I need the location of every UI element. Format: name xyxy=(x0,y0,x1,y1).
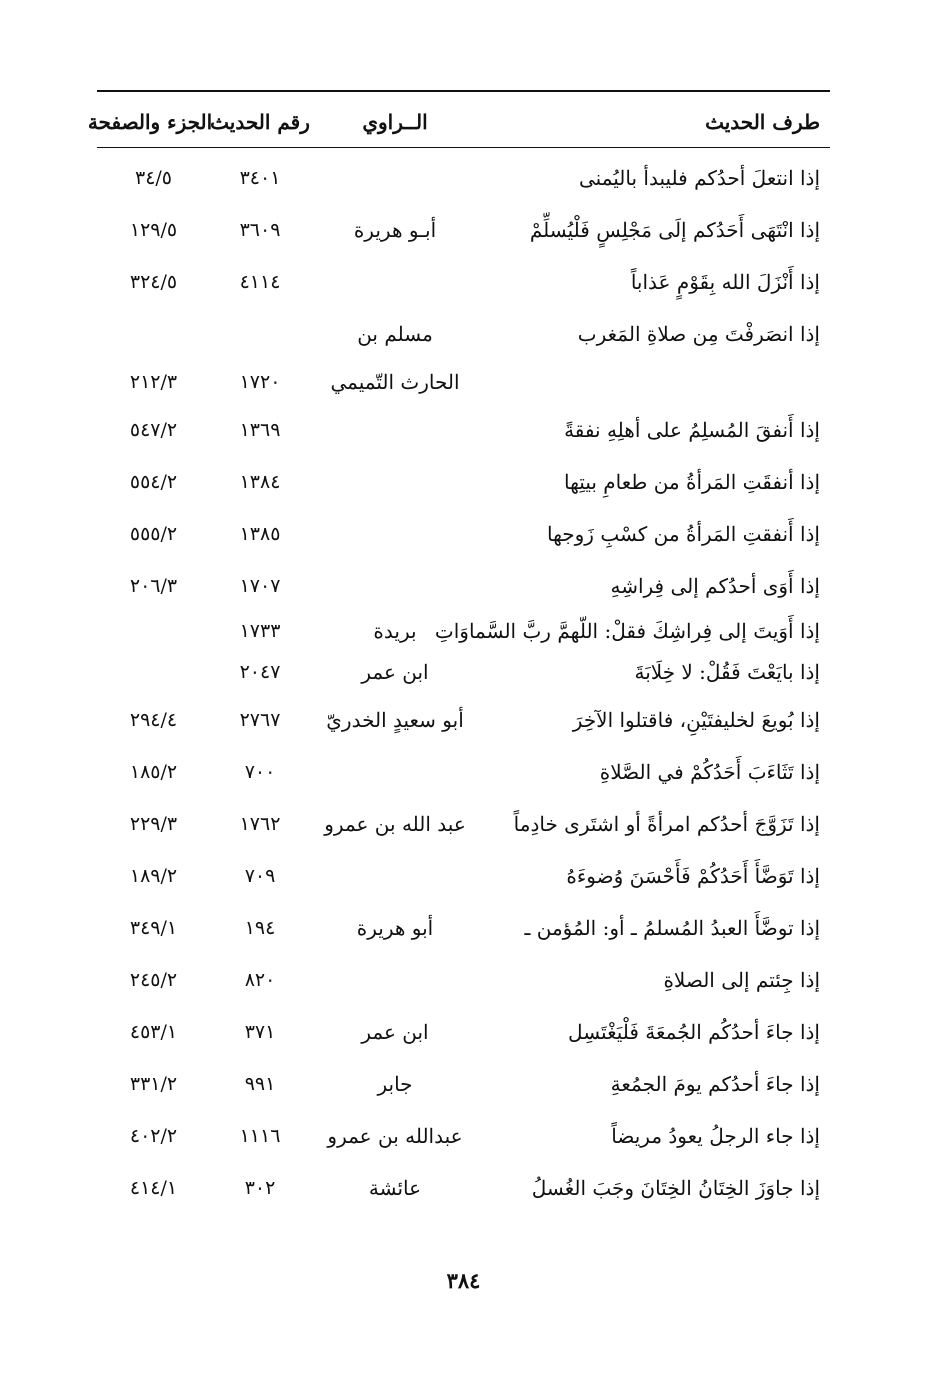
hadith-rawi: مسلم بن xyxy=(357,322,433,346)
hadith-number: ٣٤٠١ xyxy=(239,167,281,189)
hadith-number: ١٧٢٠ xyxy=(239,371,281,393)
hadith-volume-page: ١٢٩/٥ xyxy=(129,219,178,241)
hadith-number: ٢٠٤٧ xyxy=(239,661,281,683)
hadith-rawi: الحارث التّميمي xyxy=(330,370,460,394)
hadith-rawi: عبد الله بن عمرو xyxy=(324,812,466,836)
hadith-tarf: إذا جاوَزَ الخِتَانُ الخِتَانَ وجَبَ الغُسلُ xyxy=(531,1176,820,1200)
table-row xyxy=(97,360,830,404)
hadith-number xyxy=(210,308,310,360)
hadith-tarf: إذا أَنفقَ المُسلِمُ على أهلِهِ نفقةً xyxy=(564,418,820,442)
hadith-volume-page: ٣٤٩/١ xyxy=(129,917,178,939)
hadith-number: ٧٠٠ xyxy=(244,761,276,783)
top-rule xyxy=(97,90,830,92)
hadith-tarf xyxy=(420,360,820,404)
hadith-volume-page: ٥٥٥/٢ xyxy=(129,523,178,545)
table-row xyxy=(97,954,830,1006)
header-tarf: طرف الحديث xyxy=(705,110,820,134)
hadith-volume-page xyxy=(97,308,210,360)
hadith-rawi xyxy=(310,850,480,902)
hadith-tarf: إذا أَوَيتَ إلى فِراشِكَ فقلْ: اللّهمَّ ربَّ السَّماوَاتِ xyxy=(434,619,820,643)
hadith-volume-page: ٥٥٤/٢ xyxy=(129,471,178,493)
hadith-tarf: إذا تَوَضَّأَ أَحَدُكُمْ فَأَحْسَنَ وُضوءَهُ xyxy=(566,864,820,888)
hadith-tarf: إذا جاء الرجلُ يعودُ مريضاً xyxy=(611,1124,820,1148)
hadith-number: ١٣٨٤ xyxy=(239,471,281,493)
hadith-tarf: إذا أَنفقتِ المَرأةُ من كسْبِ زَوجها xyxy=(546,522,820,546)
hadith-volume-page: ٢٤٥/٢ xyxy=(129,969,178,991)
hadith-tarf: إذا جاءَ أحدُكُم الجُمعَةَ فَلْيَغْتَسِل xyxy=(568,1020,820,1044)
table-row xyxy=(97,1110,830,1162)
hadith-number: ١٧٣٣ xyxy=(239,620,281,642)
hadith-tarf: إذا أَوَى أحدُكم إلى فِراشِهِ xyxy=(610,574,820,598)
hadith-volume-page: ٤١٤/١ xyxy=(129,1177,178,1199)
hadith-rawi xyxy=(310,404,480,456)
hadith-rawi xyxy=(310,256,480,308)
hadith-tarf: إذا انصَرفْتَ مِن صلاةِ المَغرب xyxy=(577,322,820,346)
hadith-rawi: جابر xyxy=(377,1072,413,1096)
table-row xyxy=(97,694,830,746)
hadith-volume-page xyxy=(97,650,210,694)
table-row xyxy=(97,152,830,204)
hadith-tarf: إذا جاءَ أحدُكم يومَ الجمُعةِ xyxy=(610,1072,820,1096)
hadith-volume-page: ٤٥٣/١ xyxy=(129,1021,178,1043)
hadith-volume-page: ٢٩٤/٤ xyxy=(129,709,178,731)
table-row xyxy=(97,1162,830,1214)
hadith-number: ١٣٦٩ xyxy=(239,419,281,441)
header-hadith-number: رقم الحديث xyxy=(210,110,310,134)
table-row xyxy=(97,560,830,612)
hadith-tarf: إذا انْتَهَى أَحَدُكم إلَى مَجْلِسٍ فَلْيُسلِّمْ xyxy=(529,218,820,242)
table-row xyxy=(97,256,830,308)
hadith-number: ٣٦٠٩ xyxy=(239,219,281,241)
hadith-volume-page: ٣٣١/٢ xyxy=(129,1073,178,1095)
table-row xyxy=(97,612,830,650)
hadith-number: ٣٠٢ xyxy=(244,1177,276,1199)
hadith-volume-page: ٣٤/٥ xyxy=(134,167,173,189)
hadith-rawi xyxy=(310,508,480,560)
header-volume-page: الجزء والصفحة xyxy=(87,110,213,134)
hadith-number: ١٣٨٥ xyxy=(239,523,281,545)
hadith-rawi: ابن عمر xyxy=(361,1020,429,1044)
hadith-tarf: إذا أَنْزَلَ الله بِقَوْمٍ عَذاباً xyxy=(630,270,820,294)
hadith-tarf: إذا جِئتم إلى الصلاةِ xyxy=(663,968,820,992)
hadith-volume-page: ١٨٩/٢ xyxy=(129,865,178,887)
hadith-rawi: أبو هريرة xyxy=(356,916,434,940)
hadith-rawi: أبو سعيدٍ الخدريّ xyxy=(326,708,464,732)
hadith-volume-page: ٢٠٦/٣ xyxy=(129,575,178,597)
table-row xyxy=(97,508,830,560)
hadith-rawi: عائشة xyxy=(368,1176,422,1200)
table-row xyxy=(97,746,830,798)
hadith-volume-page: ٥٤٧/٢ xyxy=(129,419,178,441)
table-row xyxy=(97,308,830,360)
hadith-volume-page: ٢٢٩/٣ xyxy=(129,813,178,835)
hadith-number: ٩٩١ xyxy=(244,1073,276,1095)
hadith-number: ٣٧١ xyxy=(244,1021,276,1043)
table-row xyxy=(97,456,830,508)
hadith-rawi xyxy=(310,152,480,204)
table-row xyxy=(97,798,830,850)
hadith-rawi: ابن عمر xyxy=(361,660,429,684)
hadith-number: ٢٧٦٧ xyxy=(239,709,281,731)
hadith-rawi xyxy=(310,456,480,508)
hadith-number: ٤١١٤ xyxy=(239,271,281,293)
hadith-rawi: عبدالله بن عمرو xyxy=(327,1124,463,1148)
hadith-rawi xyxy=(310,560,480,612)
hadith-tarf: إذا تَثَاءَبَ أَحَدُكُمْ في الصَّلاةِ xyxy=(599,760,820,784)
table-row xyxy=(97,204,830,256)
hadith-tarf: إذا تَزَوَّجَ أحدُكم امرأةً أو اشتَرى خادِماً xyxy=(513,812,820,836)
hadith-volume-page: ١٨٥/٢ xyxy=(129,761,178,783)
table-row xyxy=(97,1058,830,1110)
table-row xyxy=(97,404,830,456)
hadith-tarf: إذا انتعلَ أحدُكم فليبدأ باليُمنى xyxy=(578,166,820,190)
header-rule xyxy=(97,147,830,148)
hadith-volume-page: ٣٢٤/٥ xyxy=(129,271,178,293)
hadith-volume-page: ٢١٢/٣ xyxy=(129,371,178,393)
hadith-rawi: أبـو هريرة xyxy=(353,218,437,242)
hadith-volume-page xyxy=(97,612,210,650)
hadith-tarf: إذا أنفقَتِ المَرأةُ من طعامِ بيتِها xyxy=(563,470,820,494)
hadith-rawi xyxy=(310,954,480,1006)
hadith-volume-page: ٤٠٢/٢ xyxy=(129,1125,178,1147)
hadith-number: ٧٠٩ xyxy=(244,865,276,887)
hadith-number: ١٧٦٢ xyxy=(239,813,281,835)
document-page xyxy=(87,0,830,1377)
table-header xyxy=(87,100,830,144)
table-row xyxy=(97,1006,830,1058)
table-row xyxy=(97,902,830,954)
hadith-number: ١٧٠٧ xyxy=(239,575,281,597)
hadith-tarf: إذا توضَّأَ العبدُ المُسلمُ ـ أو: المُؤمن ـ xyxy=(524,916,820,940)
page-number: ٣٨٤ xyxy=(446,1268,481,1293)
table-row xyxy=(97,650,830,694)
hadith-tarf: إذا بايَعْتَ فَقُلْ: لا خِلَابَةَ xyxy=(634,660,820,684)
table-row xyxy=(97,850,830,902)
table-body xyxy=(97,152,830,1214)
hadith-number: ١١١٦ xyxy=(239,1125,281,1147)
header-rawi: الــراوي xyxy=(362,110,428,134)
hadith-number: ١٩٤ xyxy=(244,917,276,939)
hadith-rawi xyxy=(310,746,480,798)
hadith-rawi: بريدة xyxy=(373,619,417,643)
hadith-number: ٨٢٠ xyxy=(244,969,276,991)
hadith-tarf: إذا بُويعَ لخليفتَيْنِ، فاقتلوا الآخِرَ xyxy=(572,708,820,732)
